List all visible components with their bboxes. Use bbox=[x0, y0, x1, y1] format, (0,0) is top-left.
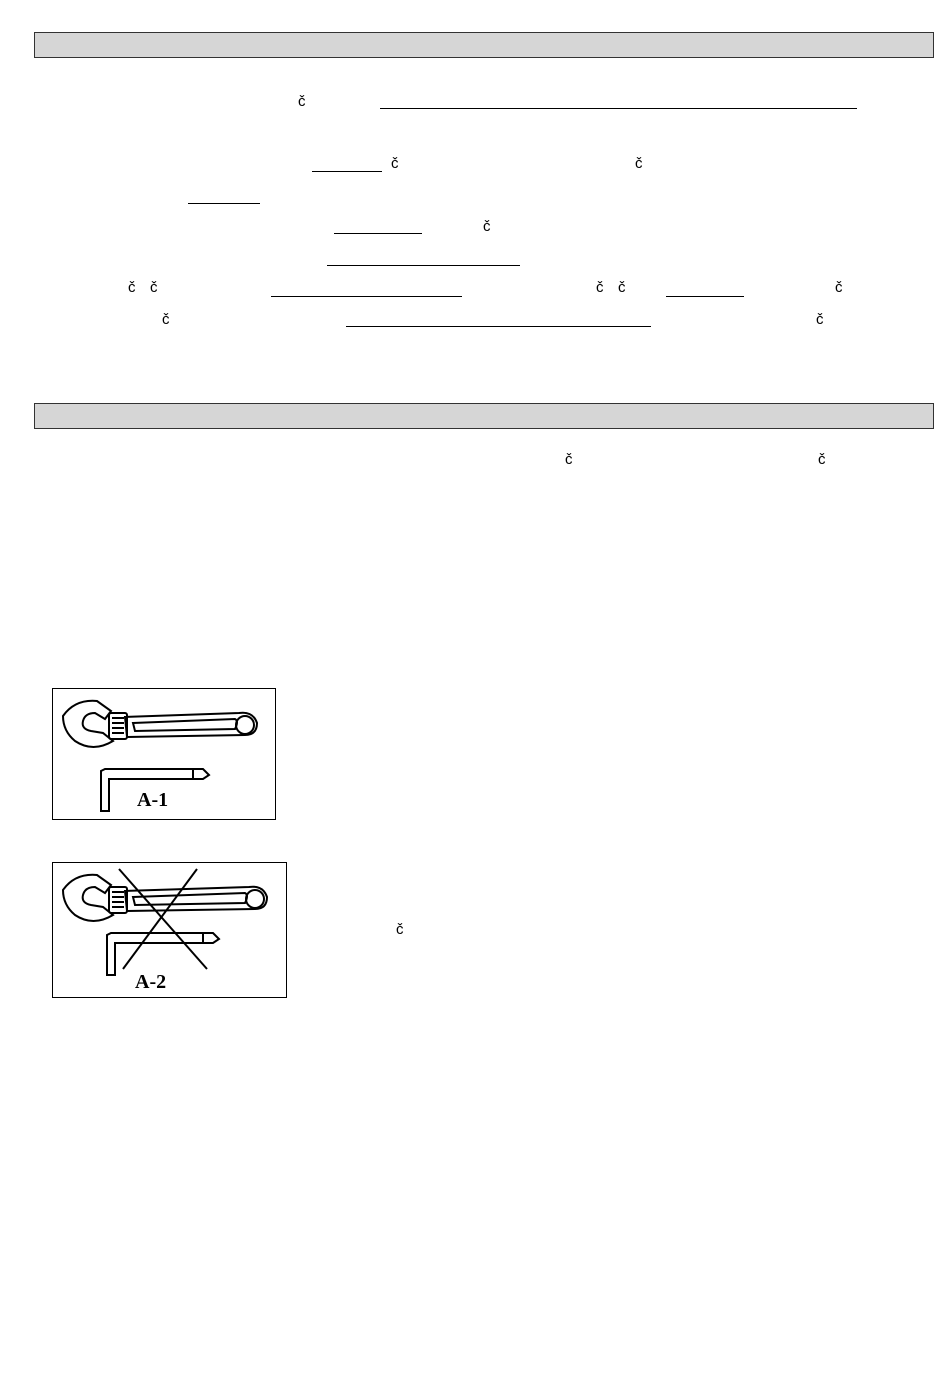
blank-line bbox=[334, 233, 422, 234]
caron-char: č bbox=[565, 451, 573, 468]
caron-char: č bbox=[298, 93, 306, 110]
cross-out-icon bbox=[119, 869, 207, 969]
caron-char: č bbox=[618, 279, 626, 296]
caron-char: č bbox=[150, 279, 158, 296]
section-header-bar-1 bbox=[34, 32, 934, 58]
caron-char: č bbox=[162, 311, 170, 328]
figure-label-a2: A-2 bbox=[135, 971, 167, 993]
blank-line bbox=[271, 296, 462, 297]
caron-char: č bbox=[128, 279, 136, 296]
adjustable-wrench-icon bbox=[63, 701, 257, 747]
figure-a2 bbox=[52, 862, 287, 998]
blank-line bbox=[666, 296, 744, 297]
figure-a1 bbox=[52, 688, 276, 820]
caron-char: č bbox=[635, 155, 643, 172]
blank-line bbox=[380, 108, 857, 109]
blank-line bbox=[327, 265, 520, 266]
caron-char: č bbox=[391, 155, 399, 172]
caron-char: č bbox=[818, 451, 826, 468]
blank-line bbox=[312, 171, 382, 172]
figure-label-a1: A-1 bbox=[137, 789, 169, 811]
section-header-bar-2 bbox=[34, 403, 934, 429]
tools-illustration bbox=[53, 863, 286, 997]
adjustable-wrench-icon bbox=[63, 875, 267, 921]
blank-line bbox=[346, 326, 651, 327]
caron-char: č bbox=[483, 218, 491, 235]
caron-char: č bbox=[596, 279, 604, 296]
caron-char: č bbox=[816, 311, 824, 328]
blank-line bbox=[188, 203, 260, 204]
caron-char: č bbox=[396, 921, 404, 938]
caron-char: č bbox=[835, 279, 843, 296]
